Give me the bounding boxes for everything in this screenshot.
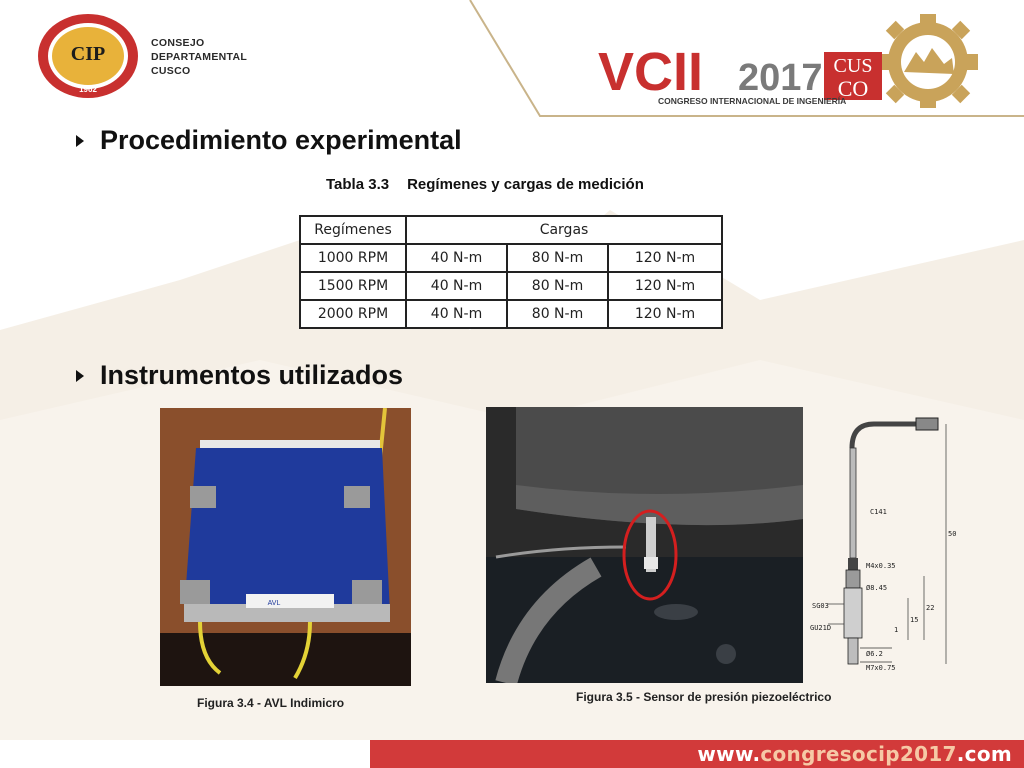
table-cell: 120 N-m	[608, 300, 722, 328]
url-prefix: www.	[697, 742, 761, 766]
vcii-city-top: CUS	[833, 55, 873, 77]
footer-bar	[370, 740, 1024, 768]
table-row	[300, 300, 722, 328]
url-highlight: congresocip2017	[760, 742, 957, 766]
table-row	[300, 244, 722, 272]
vcii-year: 2017	[738, 57, 823, 99]
table-cell: 1000 RPM	[300, 244, 406, 272]
gear-icon	[878, 14, 978, 108]
table-cell: 40 N-m	[406, 244, 507, 272]
table-number: Tabla 3.3	[326, 176, 390, 193]
avl-indimicro-photo	[160, 408, 411, 686]
table-row	[300, 272, 722, 300]
table-cell: 80 N-m	[507, 272, 608, 300]
drawing-label: GU21D	[810, 624, 832, 632]
vcii-2017-logo	[598, 12, 998, 108]
url-suffix: .com	[956, 742, 1012, 766]
table-caption	[326, 176, 644, 193]
cip-logo	[36, 12, 140, 100]
drawing-label: Ø6.2	[866, 650, 883, 658]
figure-3-4-caption: Figura 3.4 - AVL Indimicro	[197, 696, 345, 710]
bullet-text: Procedimiento experimental	[100, 125, 462, 155]
bullet-instrumentos	[72, 360, 403, 391]
cip-monogram: CIP	[70, 43, 106, 65]
bullet-text: Instrumentos utilizados	[100, 360, 404, 390]
table-cell: 120 N-m	[608, 244, 722, 272]
bullet-procedimiento	[72, 125, 462, 156]
drawing-label: M7x0.75	[866, 664, 896, 672]
drawing-label: Ø8.45	[866, 584, 888, 592]
vcii-city-bottom: CO	[837, 76, 869, 101]
council-line-1: CONSEJO	[151, 37, 205, 49]
table-cell: 2000 RPM	[300, 300, 406, 328]
drawing-label: 22	[926, 604, 935, 612]
avl-label: AVL	[267, 600, 281, 607]
table-cell: 120 N-m	[608, 272, 722, 300]
table-cell: 1500 RPM	[300, 272, 406, 300]
council-name	[151, 36, 247, 78]
drawing-label: 15	[910, 616, 919, 624]
sensor-technical-drawing	[808, 408, 968, 680]
congress-url[interactable]	[697, 742, 1012, 766]
drawing-label: 1	[894, 626, 899, 634]
figure-3-5-caption: Figura 3.5 - Sensor de presión piezoeléctrico	[576, 690, 832, 704]
vcii-subtitle: CONGRESO INTERNACIONAL DE INGENIERÍA	[658, 96, 847, 106]
table-title: Regímenes y cargas de medición	[407, 176, 644, 193]
table-cell: 40 N-m	[406, 272, 507, 300]
table-cell: 80 N-m	[507, 244, 608, 272]
table-cell: 40 N-m	[406, 300, 507, 328]
table-cell: 80 N-m	[507, 300, 608, 328]
loads-table	[299, 215, 723, 329]
table-header-row	[300, 216, 722, 244]
vcii-mark: VCII	[598, 42, 704, 102]
council-line-3: CUSCO	[151, 65, 191, 77]
triangle-right-icon	[72, 131, 88, 151]
council-line-2: DEPARTAMENTAL	[151, 51, 248, 63]
header-cargas: Cargas	[406, 216, 722, 244]
cip-year: 1962	[79, 85, 97, 94]
piezo-sensor-photo	[486, 407, 803, 683]
triangle-right-icon	[72, 366, 88, 386]
drawing-label: 50	[948, 530, 957, 538]
drawing-label: M4x0.35	[866, 562, 896, 570]
header-regimenes: Regímenes	[300, 216, 406, 244]
drawing-label: SG03	[812, 602, 829, 610]
drawing-label: C141	[870, 508, 887, 516]
